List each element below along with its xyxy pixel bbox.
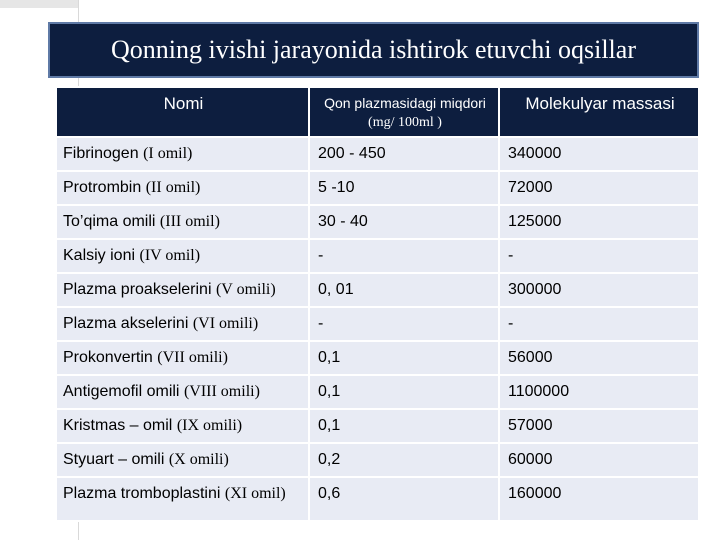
cell-mass: 300000 <box>499 273 699 307</box>
cell-name <box>56 375 309 409</box>
cell-plasma: 0,2 <box>309 443 499 477</box>
cell-mass: 125000 <box>499 205 699 239</box>
cell-mass: 160000 <box>499 477 699 521</box>
cell-mass: - <box>499 239 699 273</box>
cell-plasma: 0,6 <box>309 477 499 521</box>
cell-plasma: 0,1 <box>309 341 499 375</box>
factor-label: (I omil) <box>143 145 193 162</box>
table-header-row <box>56 87 699 137</box>
cell-name <box>56 273 309 307</box>
factor-label: (IV omil) <box>139 247 201 264</box>
cell-plasma: - <box>309 239 499 273</box>
cell-mass: 1100000 <box>499 375 699 409</box>
protein-name: Kalsiy ioni <box>63 247 136 264</box>
factor-label: (IX omili) <box>176 417 243 434</box>
cell-mass: - <box>499 307 699 341</box>
cell-plasma: 0,1 <box>309 409 499 443</box>
cell-mass: 72000 <box>499 171 699 205</box>
cell-plasma: - <box>309 307 499 341</box>
header-plasma <box>309 87 499 137</box>
factor-label: (II omil) <box>145 179 201 196</box>
factor-label: (VIII omili) <box>183 383 260 400</box>
protein-name: To’qima omili <box>63 213 156 230</box>
cell-name <box>56 205 309 239</box>
cell-mass: 56000 <box>499 341 699 375</box>
header-mass: Molekulyar massasi <box>499 87 699 137</box>
title-banner <box>48 22 699 78</box>
protein-name: Protrombin <box>63 179 142 196</box>
cell-plasma: 0,1 <box>309 375 499 409</box>
factor-label: (XI omil) <box>224 485 286 502</box>
table-row <box>56 477 699 521</box>
cell-mass: 57000 <box>499 409 699 443</box>
table-row <box>56 137 699 171</box>
table-row <box>56 341 699 375</box>
protein-name: Plazma tromboplastini <box>63 485 221 502</box>
table-row <box>56 171 699 205</box>
table-row <box>56 205 699 239</box>
cell-name <box>56 137 309 171</box>
factor-label: (V omili) <box>215 281 276 298</box>
cell-name <box>56 409 309 443</box>
table-row <box>56 443 699 477</box>
factor-label: (VI omili) <box>192 315 259 332</box>
cell-name <box>56 477 309 521</box>
cell-plasma: 0, 01 <box>309 273 499 307</box>
cell-plasma: 200 - 450 <box>309 137 499 171</box>
factor-label: (VII omili) <box>157 349 228 366</box>
factor-label: (III omil) <box>159 213 220 230</box>
header-name: Nomi <box>56 87 309 137</box>
cell-plasma: 5 -10 <box>309 171 499 205</box>
cell-plasma: 30 - 40 <box>309 205 499 239</box>
page-title: Qonning ivishi jarayonida ishtirok etuvchi oqsillar <box>111 35 636 64</box>
clotting-proteins-table <box>55 86 700 522</box>
table-row <box>56 409 699 443</box>
table-row <box>56 273 699 307</box>
table-row <box>56 307 699 341</box>
protein-name: Fibrinogen <box>63 145 139 162</box>
header-plasma-unit: (mg/ 100ml ) <box>368 115 442 130</box>
table-row <box>56 375 699 409</box>
protein-name: Antigemofil omili <box>63 383 180 400</box>
cell-name <box>56 307 309 341</box>
cell-mass: 340000 <box>499 137 699 171</box>
cell-mass: 60000 <box>499 443 699 477</box>
protein-name: Plazma akselerini <box>63 315 189 332</box>
protein-name: Prokonvertin <box>63 349 153 366</box>
cell-name <box>56 239 309 273</box>
header-plasma-label: Qon plazmasidagi miqdori <box>324 95 486 111</box>
protein-name: Plazma proakselerini <box>63 281 212 298</box>
factor-label: (X omili) <box>168 451 229 468</box>
table-row <box>56 239 699 273</box>
cell-name <box>56 171 309 205</box>
cell-name <box>56 443 309 477</box>
protein-name: Styuart – omili <box>63 451 165 468</box>
protein-name: Kristmas – omil <box>63 417 173 434</box>
cell-name <box>56 341 309 375</box>
decorative-bar <box>0 0 78 8</box>
